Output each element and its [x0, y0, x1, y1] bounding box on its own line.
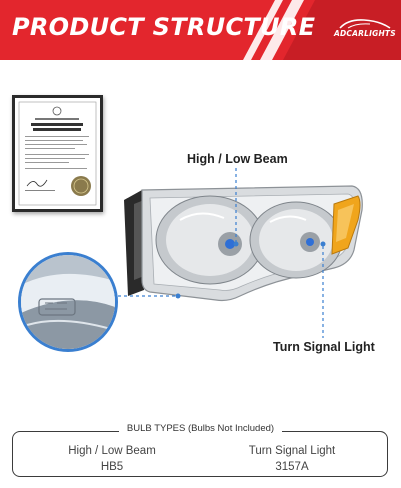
headlight-illustration: [120, 180, 370, 310]
brand-logo: [330, 17, 400, 43]
certificate-icon: [15, 98, 100, 209]
bulb-value: 3157A: [275, 461, 309, 473]
compliance-certificate: [12, 95, 103, 212]
header-banner: [0, 0, 401, 60]
bulb-types-title: [0, 423, 401, 434]
page-title: PRODUCT STRUCTURE: [12, 13, 316, 41]
bulb-types-title-text: BULB TYPES (Bulbs Not Included): [119, 423, 282, 434]
bulb-label: High / Low Beam: [68, 445, 156, 457]
logo-text: ADCARLIGHTS: [334, 29, 396, 38]
lens-detail-image: [21, 255, 115, 349]
bulb-label: Turn Signal Light: [248, 445, 336, 457]
bulb-type-high-low-beam: [37, 443, 187, 475]
callout-turn-signal: Turn Signal Light: [273, 340, 375, 354]
bulb-type-turn-signal: [217, 443, 367, 475]
bulb-value: HB5: [100, 461, 124, 473]
lens-detail-magnifier: [18, 252, 118, 352]
callout-high-low-beam: High / Low Beam: [187, 152, 288, 166]
